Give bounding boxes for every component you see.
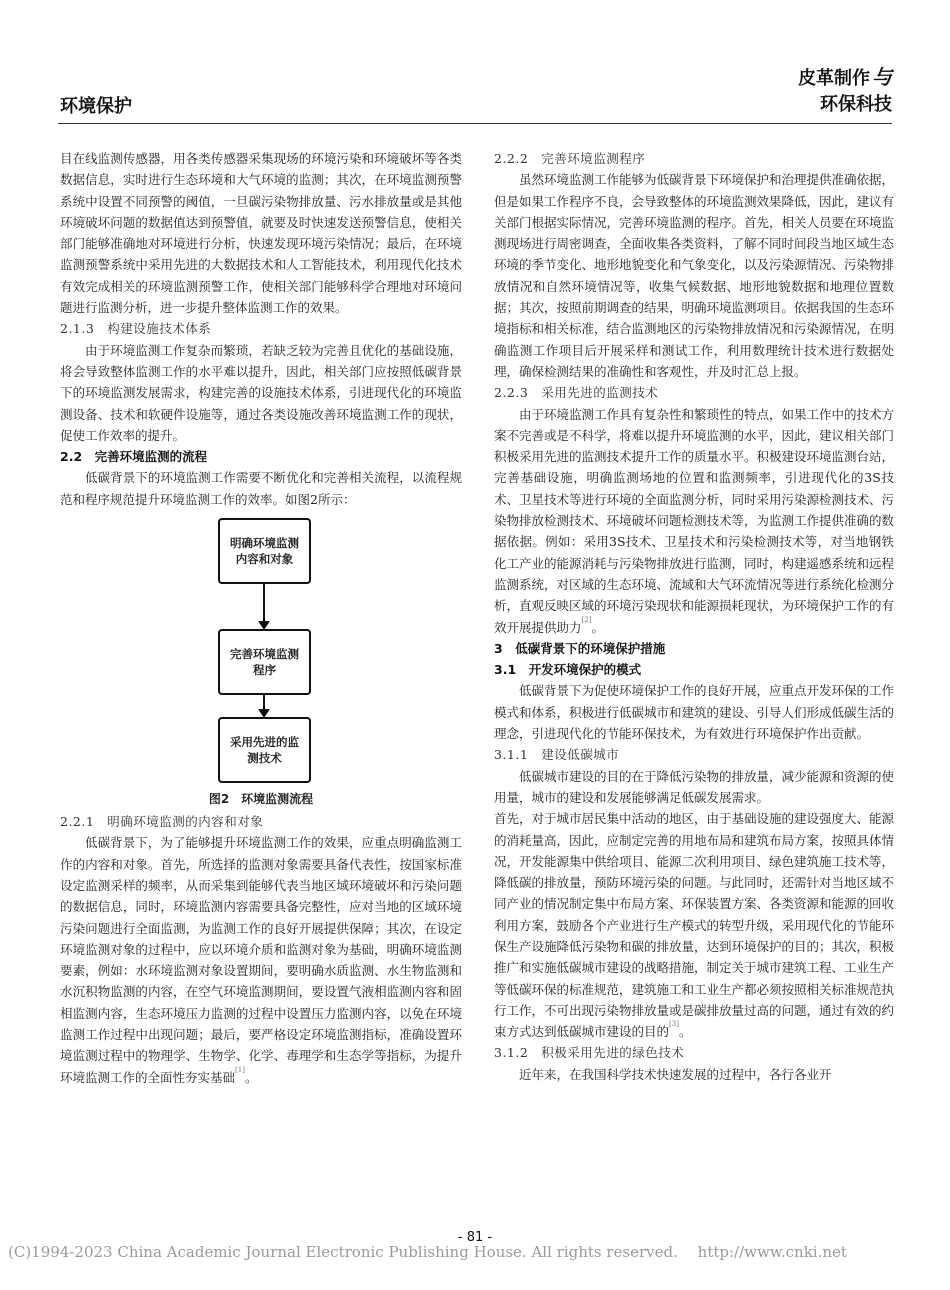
heading-2-2-3: 2.2.3 采用先进的监测技术 [494,385,659,401]
paragraph-3-1-1a: 低碳城市建设的目的在于降低污染物的排放量，减少能源和资源的使用量，城市的建设和发展能够满足低碳发展需求。 [494,768,895,805]
flow-box-1: 明确环境监测内容和对象 [218,518,311,584]
paragraph-3-1: 低碳背景下为促使环境保护工作的良好开展，应重点开发环保的工作模式和体系，积极进行低碳城市和建筑的建设、引导人们形成低碳生活的理念，引进现代化的节能环保技术，为有效进行环境保护作出贡献。 [494,683,895,742]
heading-3-1-2: 3.1.2 积极采用先进的绿色技术 [494,1045,685,1061]
paragraph-continued: 目在线监测传感器，用各类传感器采集现场的环境污染和环境破坏等各类数据信息，实时进行生态环境和大气环境的监测；其次，在环境监测预警系统中设置不同预警的阈值，一旦碳污染物排放量、污水排放量或是其他环境破坏问题的数据值达到预警值，就要及时快速发送预警信息，使相关部门能够准确地对环境进行分析，快速发现环境污染情况；最后，在环境监测预警系统中采用先进的大数据技术和人工智能技术，利用现代化技术有效完成相关的环境监测预警工作，使相关部门能够科学合理地对环境问题进行监测分析，进一步提升整体监测工作的效果。 [60,151,462,316]
flowchart-figure [60,518,462,811]
paragraph-2-2-1-text: 低碳背景下，为了能够提升环境监测工作的效果，应重点明确监测工作的内容和对象。首先，所选择的监测对象需要具备代表性，按国家标准设定监测采样的频率，从而采集到能够代表当地区域环境破坏和污染问题的数据信息，同时，环境监测内容需要具备完整性，应对当地的区域环境污染问题进行全面监测，为监测工作的良好开展提供保障；其次，在设定环境监测对象的过程中，应以环境介质和监测对象为基础，明确环境监测要素，例如：水环境监测对象设置期间，要明确水质监测、水生物监测和水沉积物监测的内容，在空气环境监测期间，要设置气液相监测内容和固相监测内容，生态环境压力监测的过程中设置压力监测内容，以免在环境监测工作过程中出现问题；最后，要严格设定环境监测指标，准确设置环境监测过程中的物理学、生物学、化学、毒理学和生态学等指标，为提升环境监测工作的全面性夯实基础 [60,835,462,1085]
paragraph-2-1-3: 由于环境监测工作复杂而繁琐，若缺乏较为完善且优化的基础设施，将会导致整体监测工作的水平难以提升，因此，相关部门应按照低碳背景下的环境监测发展需求，构建完善的设施技术体系，引进现代化的环境监测设备、技术和软硬件设施等，通过各类设施改善环境监测工作的现状，促使工作效率的提升。 [60,342,462,443]
heading-2-1-3: 2.1.3 构建设施技术体系 [60,321,212,337]
right-column [494,148,894,1085]
paragraph-2-2-2: 虽然环境监测工作能够为低碳背景下环境保护和治理提供准确依据，但是如果工作程序不良，会导致整体的环境监测效果降低，因此，建议有关部门根据实际情况，完善环境监测的程序。首先，相关人员要在环境监测现场进行周密调查，全面收集各类资料，了解不同时间段当地区域生态环境的季节变化、地形地貌变化和气象变化，以及污染源情况、污染物排放情况和自然环境情况等，收集气候数据、地形地貌数据和地理位置数据；其次，按照前期调查的结果，明确环境监测项目。依据我国的生态环境指标和相关标准，结合监测地区的污染物排放情况和污染源情况，在明确监测工作项目后开展采样和测试工作，利用数理统计技术进行数据处理，确保检测结果的准确性和客观性，并及时汇总上报。 [494,172,895,379]
paragraph-3-1-2: 近年来，在我国科学技术快速发展的过程中，各行各业开 [519,1066,832,1082]
journal-title-line2: 环保科技 [820,94,892,115]
copyright-watermark: (C)1994-2023 China Academic Journal Electronic Publishing House. All rights reserved. http://www.cnki.net [8,1243,847,1261]
heading-2-2-2: 2.2.2 完善环境监测程序 [494,151,646,166]
paragraph-3-1-1b [494,808,894,1042]
paragraph-end: 。 [244,1069,258,1085]
figure-caption: 图2 环境监测流程 [208,792,314,807]
paragraph-end: 。 [678,1024,692,1040]
paragraph-2-2-3-text: 由于环境监测工作具有复杂性和繁琐性的特点，如果工作中的技术方案不完善或是不科学，将难以提升环境监测的水平，因此，建议相关部门积极采用先进的监测技术提升工作的质量水平。积极建设环境监测台站，完善基础设施，明确监测场地的位置和监测频率，引进现代化的3S技术、卫星技术等进行环境的全面监测分析，同时采用污染源检测技术、污染物排放检测技术、环境破坏问题检测技术等，为监测工作提供准确的数据依据。例如：采用3S技术、卫星技术和污染检测技术等，对当地钢铁化工产业的能源消耗与污染物排放进行监测，同时，构建遥感系统和远程监测系统，对区域的生态环境、流域和大气环流情况等进行系统化检测分析，直观反映区域的环境污染现状和能源损耗现状，为环境保护工作的有效开展提供助力 [494,406,895,635]
flow-arrow-1 [263,584,265,629]
paragraph-3-1-1b-text: 首先，对于城市居民集中活动的地区，由于基础设施的建设强度大、能源的消耗量高，因此，应制定完善的用地布局和建筑布局方案，按照具体情况，开发能源集中供给项目、能源二次利用项目、绿色建筑施工技术等，降低碳的排放量，预防环境污染的问题。与此同时，还需针对当地区域不同产业的情况制定集中布局方案、环保装置方案、各类资源和能源的回收利用方案，鼓励各个产业进行生产模式的转型升级，采用现代化的节能环保生产设施降低污染物和碳的排放量，达到环境保护的目的；其次，积极推广和实施低碳城市建设的战略措施，制定关于城市建筑工程、工业生产等低碳环保的标准规范，建筑施工和工业生产都必须按照相关标准规范执行工作，不可出现污染物排放量或是碳排放量过高的问题，通过有效的约束方式达到低碳城市建设的目的 [494,811,895,1040]
section-title: 环境保护 [60,96,132,117]
flow-box-2: 完善环境监测程序 [218,629,311,695]
journal-title [798,64,892,118]
flow-box-3: 采用先进的监测技术 [218,717,311,783]
flow-arrow-2 [263,695,265,717]
heading-2-2: 2.2 完善环境监测的流程 [60,449,208,465]
heading-3: 3 低碳背景下的环境保护措施 [494,640,666,656]
citation-1: [1] [235,1065,245,1074]
left-column [60,148,462,1088]
citation-2: [2] [581,615,592,624]
header-divider [58,123,892,124]
journal-logo: 与 [872,65,892,89]
journal-title-line1: 皮革制作 [798,68,870,89]
paragraph-2-2-3 [494,404,894,638]
paragraph-end: 。 [591,619,604,635]
heading-3-1-1: 3.1.1 建设低碳城市 [494,747,620,763]
heading-3-1: 3.1 开发环境保护的模式 [494,662,642,678]
paragraph-2-2-1 [60,832,462,1088]
citation-3: [3] [669,1020,679,1029]
heading-2-2-1: 2.2.1 明确环境监测的内容和对象 [60,814,264,830]
paragraph-2-2: 低碳背景下的环境监测工作需要不断优化和完善相关流程，以流程规范和程序规范提升环境监测工作的效率。如图2所示： [60,470,462,507]
page-number: - 81 - [457,1230,493,1245]
